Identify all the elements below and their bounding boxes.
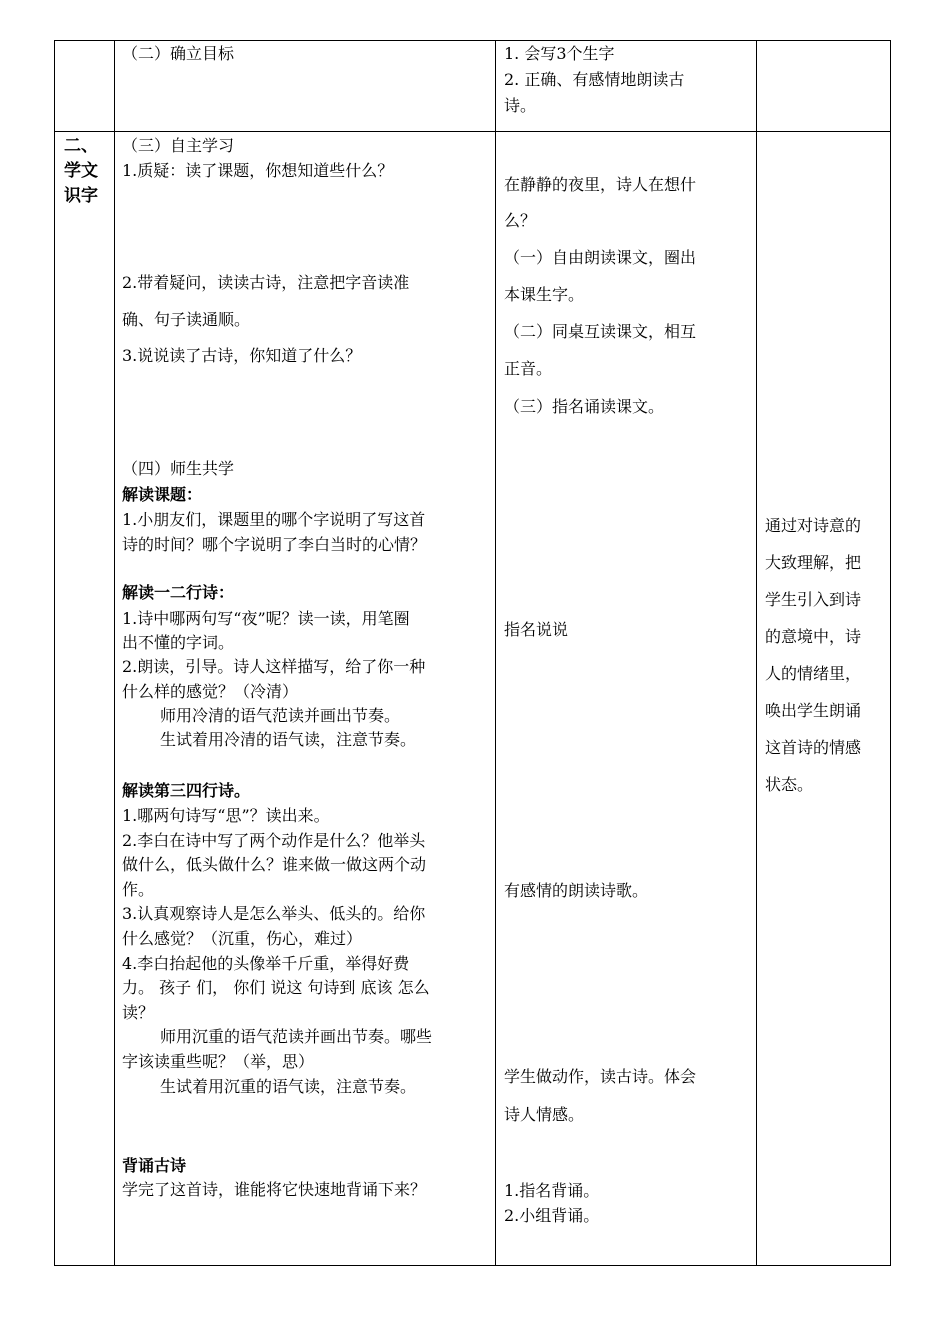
text-line: 大致理解，把 xyxy=(765,553,862,572)
self-study-heading: （三）自主学习 xyxy=(122,136,235,155)
student-activity: 学生做动作，读古诗。体会 xyxy=(504,1067,697,1086)
student-activity: 本课生字。 xyxy=(504,285,585,304)
lines12-heading: 解读一二行诗： xyxy=(122,583,235,602)
goal-section-heading: （二）确立目标 xyxy=(122,44,235,63)
text-line: 状态。 xyxy=(765,775,814,794)
section-label: 识字 xyxy=(64,186,98,206)
student-activity: 正音。 xyxy=(504,359,553,378)
text-line: 读？ xyxy=(122,1002,155,1022)
self-study-question: 1.质疑：读了课题，你想知道些什么？ xyxy=(122,161,394,180)
text-line: 字该读重些呢？（举，思） xyxy=(122,1051,315,1071)
student-activity: （一）自由朗读课文，圈出 xyxy=(504,248,697,267)
student-activity: 1.指名背诵。 xyxy=(504,1181,600,1200)
col-divider-1 xyxy=(114,40,115,1266)
text-line: 师用冷清的语气范读并画出节奏。 xyxy=(160,705,401,725)
recite-heading: 背诵古诗 xyxy=(122,1156,187,1175)
table-border-left xyxy=(54,40,55,1266)
text-line: 师用沉重的语气范读并画出节奏。哪些 xyxy=(160,1027,433,1047)
text-line: 1.小朋友们，课题里的哪个字说明了写这首 xyxy=(122,510,426,529)
recite-line: 学完了这首诗，谁能将它快速地背诵下来？ xyxy=(122,1180,427,1199)
self-study-question: 确、句子读通顺。 xyxy=(122,310,251,329)
student-activity: （三）指名诵读课文。 xyxy=(504,397,665,416)
lines34-heading: 解读第三四行诗。 xyxy=(122,781,251,800)
col-divider-2 xyxy=(495,40,496,1266)
text-line: 作。 xyxy=(122,879,155,899)
table-border-top xyxy=(54,40,891,41)
text-line: 人的情绪里， xyxy=(765,664,862,683)
text-line: 生试着用沉重的语气读，注意节奏。 xyxy=(160,1076,417,1096)
text-line: 的意境中，诗 xyxy=(765,627,862,646)
design-intent xyxy=(765,507,861,803)
text-line: 做什么，低头做什么？谁来做一做这两个动 xyxy=(122,855,427,875)
section-label: 二、 xyxy=(64,136,98,156)
text-line: 2.李白在诗中写了两个动作是什么？他举头 xyxy=(122,830,426,850)
student-activity: 诗人情感。 xyxy=(504,1105,585,1124)
text-line: 通过对诗意的 xyxy=(765,516,862,535)
student-activity: 么？ xyxy=(504,211,537,230)
co-study-heading: （四）师生共学 xyxy=(122,459,235,478)
table-border-bottom xyxy=(54,1265,891,1266)
lines34-content xyxy=(122,804,432,1099)
title-interpret-lines xyxy=(122,508,426,557)
table-border-right xyxy=(890,40,891,1266)
goal-item: 诗。 xyxy=(504,96,537,115)
text-line: 1.诗中哪两句写“夜”呢？读一读，用笔圈 xyxy=(122,609,410,628)
text-line: 生试着用冷清的语气读，注意节奏。 xyxy=(160,730,417,750)
student-activity: 指名说说 xyxy=(504,620,569,639)
text-line: 这首诗的情感 xyxy=(765,738,862,757)
section-label: 学文 xyxy=(64,161,98,181)
text-line: 3.认真观察诗人是怎么举头、低头的。给你 xyxy=(122,904,426,924)
text-line: 1.哪两句诗写“思”？读出来。 xyxy=(122,806,330,825)
self-study-question: 3.说说读了古诗，你知道了什么？ xyxy=(122,346,362,365)
goal-item: 2. 正确、有感情地朗读古 xyxy=(504,70,685,89)
student-activity: （二）同桌互读课文，相互 xyxy=(504,322,697,341)
text-line: 力。 孩子 们， 你们 说这 句诗到 底该 怎么 xyxy=(122,978,430,998)
col-divider-3 xyxy=(756,40,757,1266)
text-line: 出不懂的字词。 xyxy=(122,633,235,653)
goal-item: 1. 会写3个生字 xyxy=(504,44,615,63)
lines12-content xyxy=(122,607,425,752)
title-interpret-heading: 解读课题： xyxy=(122,485,203,504)
student-activity: 2.小组背诵。 xyxy=(504,1206,600,1225)
text-line: 2.朗读，引导。诗人这样描写，给了你一种 xyxy=(122,657,426,677)
self-study-question: 2.带着疑问，读读古诗，注意把字音读准 xyxy=(122,273,410,292)
text-line: 什么感觉？（沉重，伤心，难过） xyxy=(122,928,363,948)
row-divider xyxy=(54,131,891,132)
text-line: 学生引入到诗 xyxy=(765,590,862,609)
text-line: 诗的时间？哪个字说明了李白当时的心情？ xyxy=(122,534,427,554)
text-line: 什么样的感觉？（冷清） xyxy=(122,681,299,701)
student-activity: 在静静的夜里，诗人在想什 xyxy=(504,175,697,194)
student-activity: 有感情的朗读诗歌。 xyxy=(504,881,649,900)
text-line: 唤出学生朗诵 xyxy=(765,701,862,720)
text-line: 4.李白抬起他的头像举千斤重，举得好费 xyxy=(122,953,410,973)
